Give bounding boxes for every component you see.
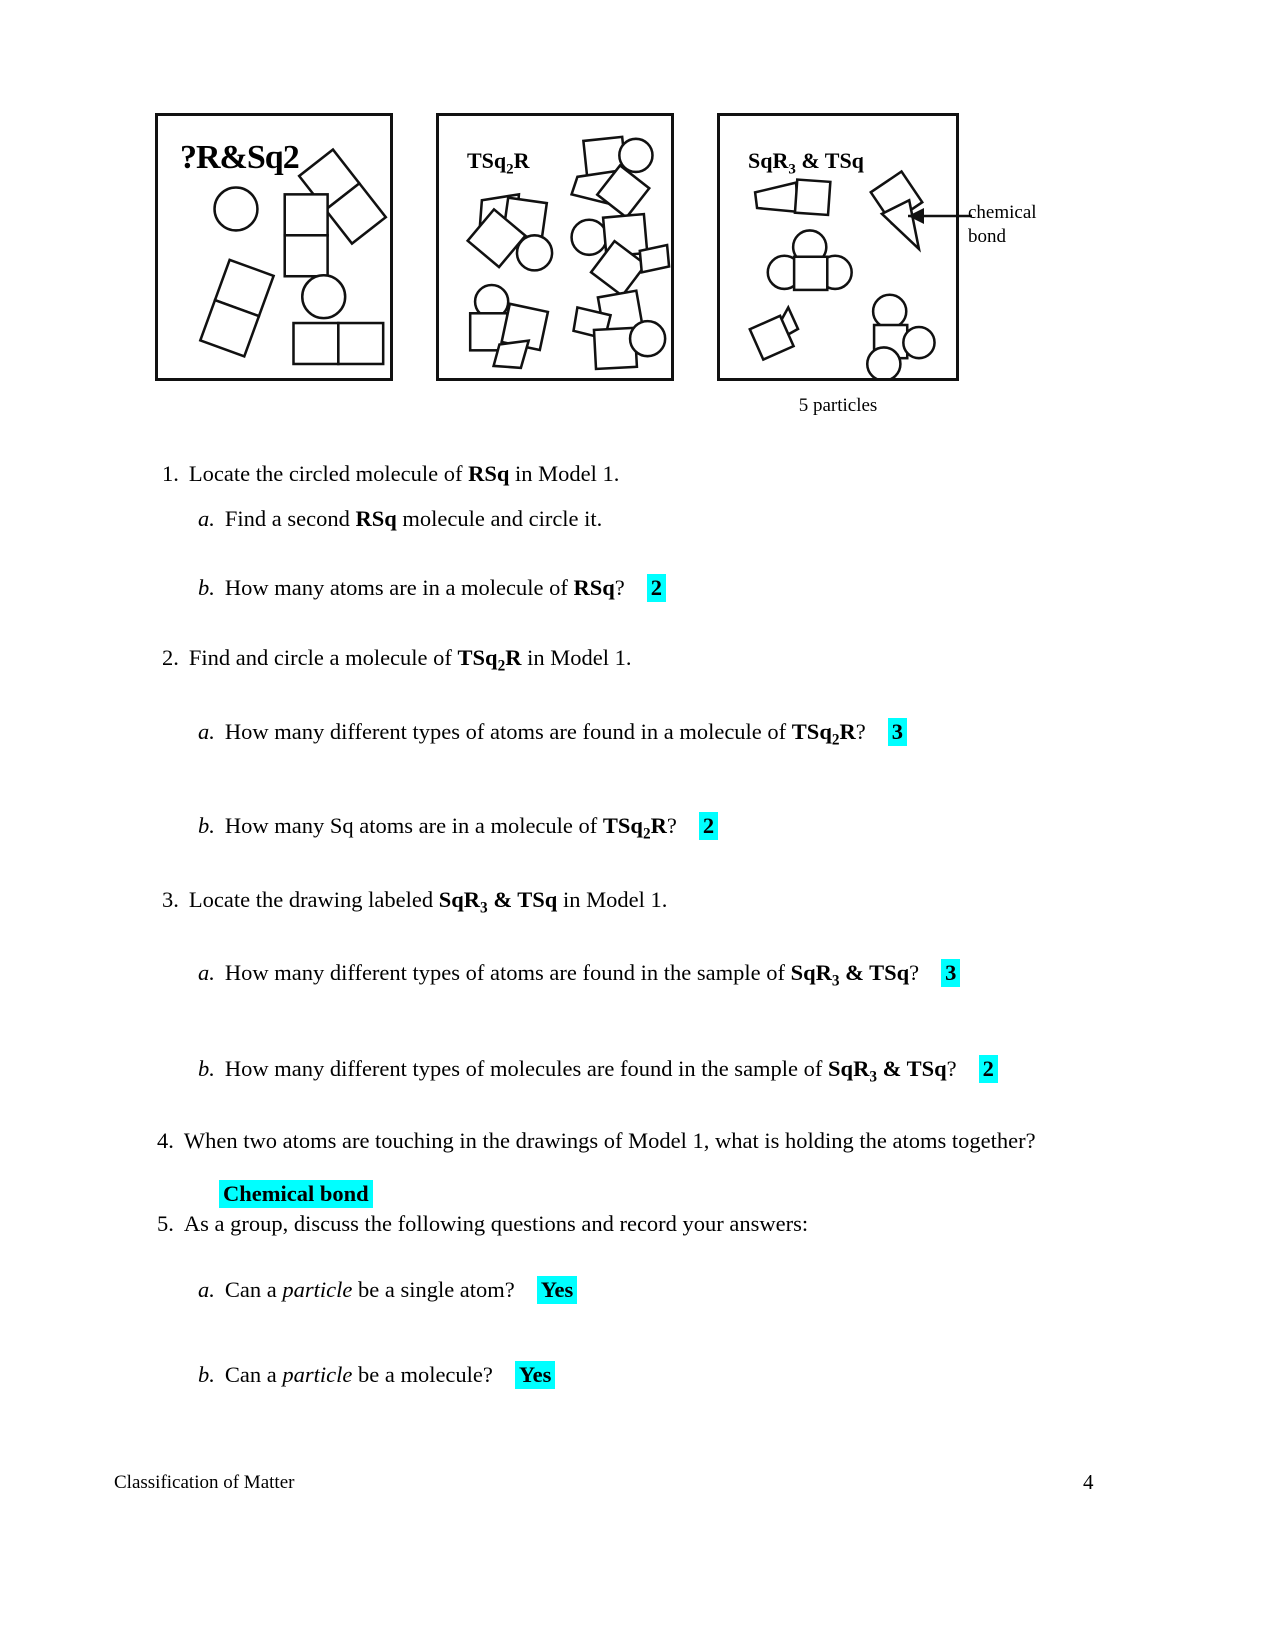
model-box-a-label: ?R&Sq2	[180, 139, 299, 176]
question-5	[157, 1209, 808, 1238]
question-2	[162, 643, 631, 676]
model-box-b-label: TSq$_2$R	[467, 148, 530, 178]
question-4	[157, 1126, 1036, 1155]
question-5b-marker: b.	[198, 1362, 215, 1387]
question-5a-text: Can a particle be a single atom?	[224, 1277, 515, 1302]
question-2a-answer[interactable]: 3	[888, 718, 907, 746]
model-1-diagram	[0, 0, 1275, 430]
question-2b-answer[interactable]: 2	[699, 812, 718, 840]
question-5b	[198, 1360, 555, 1389]
question-3a-text: How many different types of atoms are found in the sample of SqR$_3$ & TSq?	[224, 960, 920, 990]
question-5a	[198, 1275, 577, 1304]
question-1b-answer[interactable]: 2	[647, 574, 666, 602]
question-2a-marker: a.	[198, 719, 215, 744]
question-1-marker: 1.	[162, 461, 179, 486]
footer-document-title: Classification of Matter	[114, 1472, 295, 1493]
question-2b-text: How many Sq atoms are in a molecule of TSq$_2$R?	[224, 813, 677, 843]
question-4-answer[interactable]: Chemical bond	[219, 1180, 373, 1208]
question-1b-text: How many atoms are in a molecule of RSq?	[224, 575, 625, 600]
question-1b-marker: b.	[198, 575, 215, 600]
question-3b-text: How many different types of molecules are found in the sample of SqR$_3$ & TSq?	[224, 1056, 957, 1086]
question-5a-answer[interactable]: Yes	[537, 1276, 578, 1304]
question-2b	[198, 811, 718, 844]
question-2-text: Find and circle a molecule of TSq$_2$R in Model 1.	[188, 645, 632, 675]
question-3b	[198, 1054, 998, 1087]
question-4-text: When two atoms are touching in the drawings of Model 1, what is holding the atoms together?	[183, 1128, 1036, 1153]
question-2-marker: 2.	[162, 645, 179, 670]
model-box-c-label: SqR$_3$ & TSq	[748, 148, 864, 178]
particles-caption: 5 particles	[798, 395, 878, 416]
question-3a-answer[interactable]: 3	[941, 959, 960, 987]
chemical-bond-callout-label	[968, 201, 1037, 249]
question-3-marker: 3.	[162, 887, 179, 912]
callout-line-2: bond	[968, 225, 1006, 247]
question-4-answer-row	[219, 1179, 373, 1208]
question-3b-answer[interactable]: 2	[979, 1055, 998, 1083]
question-5-text: As a group, discuss the following questions and record your answers:	[183, 1211, 809, 1236]
chemical-bond-callout-arrow	[880, 196, 976, 256]
question-1a-marker: a.	[198, 506, 215, 531]
question-5a-marker: a.	[198, 1277, 215, 1302]
question-1a-text: Find a second RSq molecule and circle it.	[224, 506, 603, 531]
question-3a	[198, 958, 960, 991]
question-5b-text: Can a particle be a molecule?	[224, 1362, 493, 1387]
question-1a	[198, 504, 602, 533]
question-1	[162, 459, 619, 488]
question-1b	[198, 573, 666, 602]
question-3	[162, 885, 667, 918]
question-3b-marker: b.	[198, 1056, 215, 1081]
question-3-text: Locate the drawing labeled SqR$_3$ & TSq in Model 1.	[188, 887, 668, 917]
question-2a-text: How many different types of atoms are found in a molecule of TSq$_2$R?	[224, 719, 866, 749]
model-box-a	[155, 113, 393, 381]
question-1-text: Locate the circled molecule of RSq in Model 1.	[188, 461, 620, 486]
question-5b-answer[interactable]: Yes	[515, 1361, 556, 1389]
question-5-marker: 5.	[157, 1211, 174, 1236]
question-2b-marker: b.	[198, 813, 215, 838]
footer-page-number: 4	[1083, 1470, 1094, 1494]
question-3a-marker: a.	[198, 960, 215, 985]
model-box-b	[436, 113, 674, 381]
question-2a	[198, 717, 907, 750]
question-4-marker: 4.	[157, 1128, 174, 1153]
callout-line-1: chemical	[968, 202, 1037, 223]
